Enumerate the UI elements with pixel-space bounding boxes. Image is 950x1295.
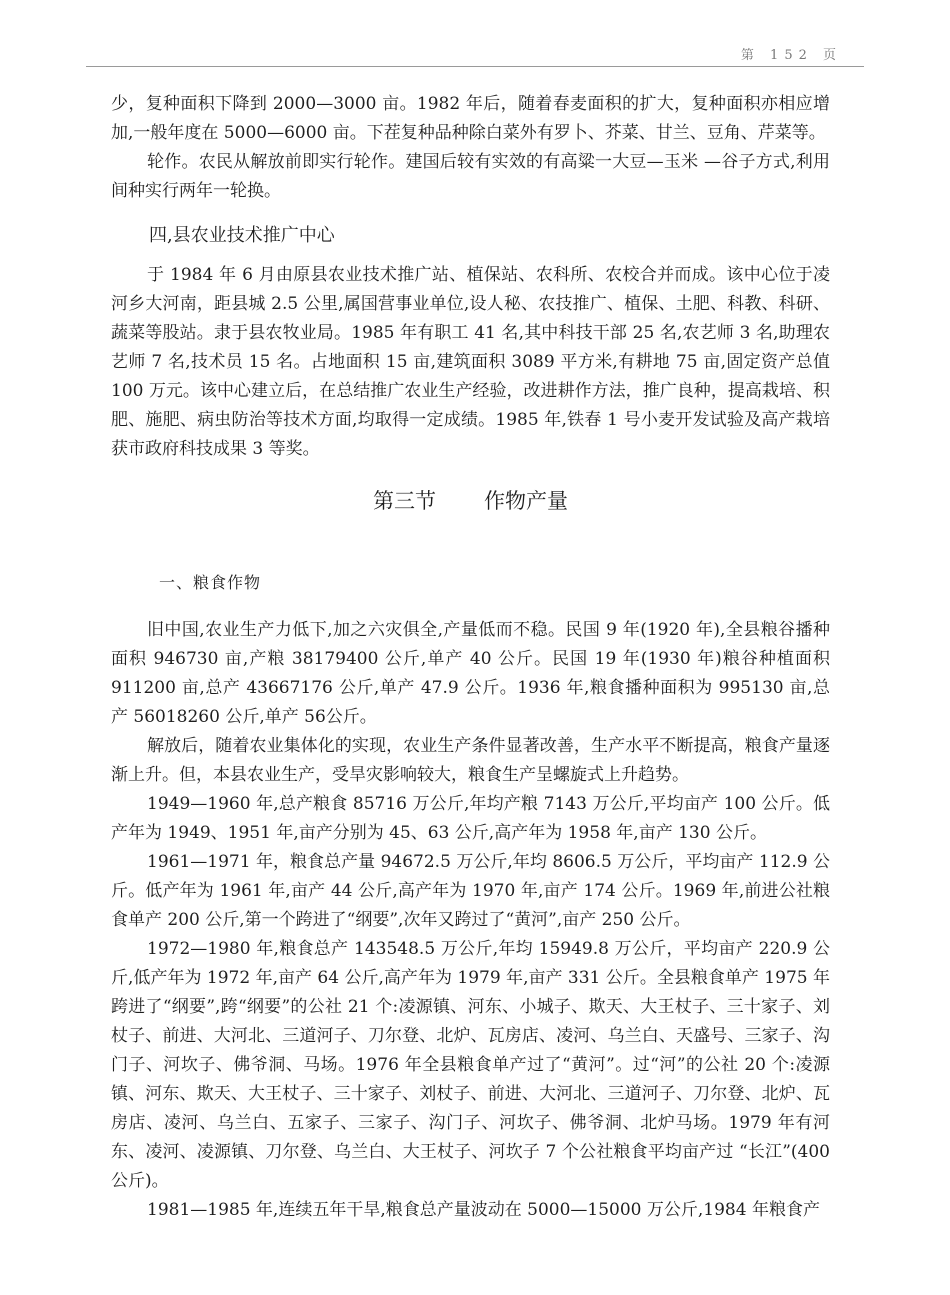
paragraph: 1972—1980 年,粮食总产 143548.5 万公斤,年均 15949.8 万公斤，平均亩产 220.9 公斤,低产年为 1972 年,亩产 64 公斤,高产年为 1979 年,亩产 331 公斤。全县粮食单产 1975 年跨进了“纲要”,跨“纲要”的公社 21 个:凌源镇、河东、小城子、欺天、大王杖子、三十家子、刘杖子、前进、大河北、三道河子、刀尔登、北炉、瓦房店、凌河、乌兰白、天盛号、三家子、沟门子、河坎子、佛爷洞、马场。1976 年全县粮食单产过了“黄河”。过“河”的公社 20 个:凌源镇、河东、欺天、大王杖子、三十家子、刘杖子、前进、大河北、三道河子、刀尔登、北炉、瓦房店、凌河、乌兰白、五家子、三家子、沟门子、河坎子、佛爷洞、北炉马场。1979 年有河东、凌河、凌源镇、刀尔登、乌兰白、大王杖子、河坎子 7 个公社粮食平均亩产过 “长江”(400 公斤)。 <box>111 939 830 1191</box>
document-body <box>111 90 830 1225</box>
subsection-heading: 一、粮食作物 <box>159 573 262 592</box>
page-header <box>86 38 864 67</box>
section-heading: 四,县农业技术推广中心 <box>149 225 335 246</box>
chapter-name: 作物产量 <box>484 489 568 513</box>
page-number: 第 152 页 <box>740 48 842 63</box>
paragraph: 旧中国,农业生产力低下,加之六灾俱全,产量低而不稳。民国 9 年(1920 年),全县粮谷播种面积 946730 亩,产粮 38179400 公斤,单产 40 公斤。民国 19 年(1930 年)粮谷种植面积 911200 亩,总产 43667176 公斤,单产 47.9 公斤。1936 年,粮食播种面积为 995130 亩,总产 56018260 公斤,单产 56公斤。 <box>111 620 830 727</box>
paragraph: 轮作。农民从解放前即实行轮作。建国后较有实效的有高粱一大豆—玉米 —谷子方式,利用间种实行两年一轮换。 <box>111 152 830 201</box>
paragraph: 少，复种面积下降到 2000—3000 亩。1982 年后，随着春麦面积的扩大，复种面积亦相应增加,一般年度在 5000—6000 亩。下茬复种品种除白菜外有罗卜、芥菜、甘兰、豆角、芹菜等。 <box>111 94 830 143</box>
paragraph: 1981—1985 年,连续五年干旱,粮食总产量波动在 5000—15000 万公斤,1984 年粮食产 <box>147 1200 820 1220</box>
paragraph: 1961—1971 年，粮食总产量 94672.5 万公斤,年均 8606.5 万公斤，平均亩产 112.9 公斤。低产年为 1961 年,亩产 44 公斤,高产年为 1970 年,亩产 174 公斤。1969 年,前进公社粮食单产 200 公斤,第一个跨进了“纲要”,次年又跨过了“黄河”,亩产 250 公斤。 <box>111 852 830 930</box>
paragraph: 解放后，随着农业集体化的实现，农业生产条件显著改善，生产水平不断提高，粮食产量逐渐上升。但，本县农业生产，受旱灾影响较大，粮食生产呈螺旋式上升趋势。 <box>111 736 830 785</box>
paragraph: 1949—1960 年,总产粮食 85716 万公斤,年均产粮 7143 万公斤,平均亩产 100 公斤。低产年为 1949、1951 年,亩产分别为 45、63 公斤,高产年为 1958 年,亩产 130 公斤。 <box>111 794 830 843</box>
chapter-number: 第三节 <box>373 489 436 513</box>
paragraph: 于 1984 年 6 月由原县农业技术推广站、植保站、农科所、农校合并而成。该中心位于凌河乡大河南，距县城 2.5 公里,属国营事业单位,设人秘、农技推广、植保、土肥、科教、科研、蔬菜等股站。隶于县农牧业局。1985 年有职工 41 名,其中科技干部 25 名,农艺师 3 名,助理农艺师 7 名,技术员 15 名。占地面积 15 亩,建筑面积 3089 平方米,有耕地 75 亩,固定资产总值 100 万元。该中心建立后，在总结推广农业生产经验，改进耕作方法，推广良种，提高栽培、积肥、施肥、病虫防治等技术方面,均取得一定成绩。1985 年,铁春 1 号小麦开发试验及高产栽培获市政府科技成果 3 等奖。 <box>111 265 830 459</box>
chapter-title <box>111 486 830 516</box>
